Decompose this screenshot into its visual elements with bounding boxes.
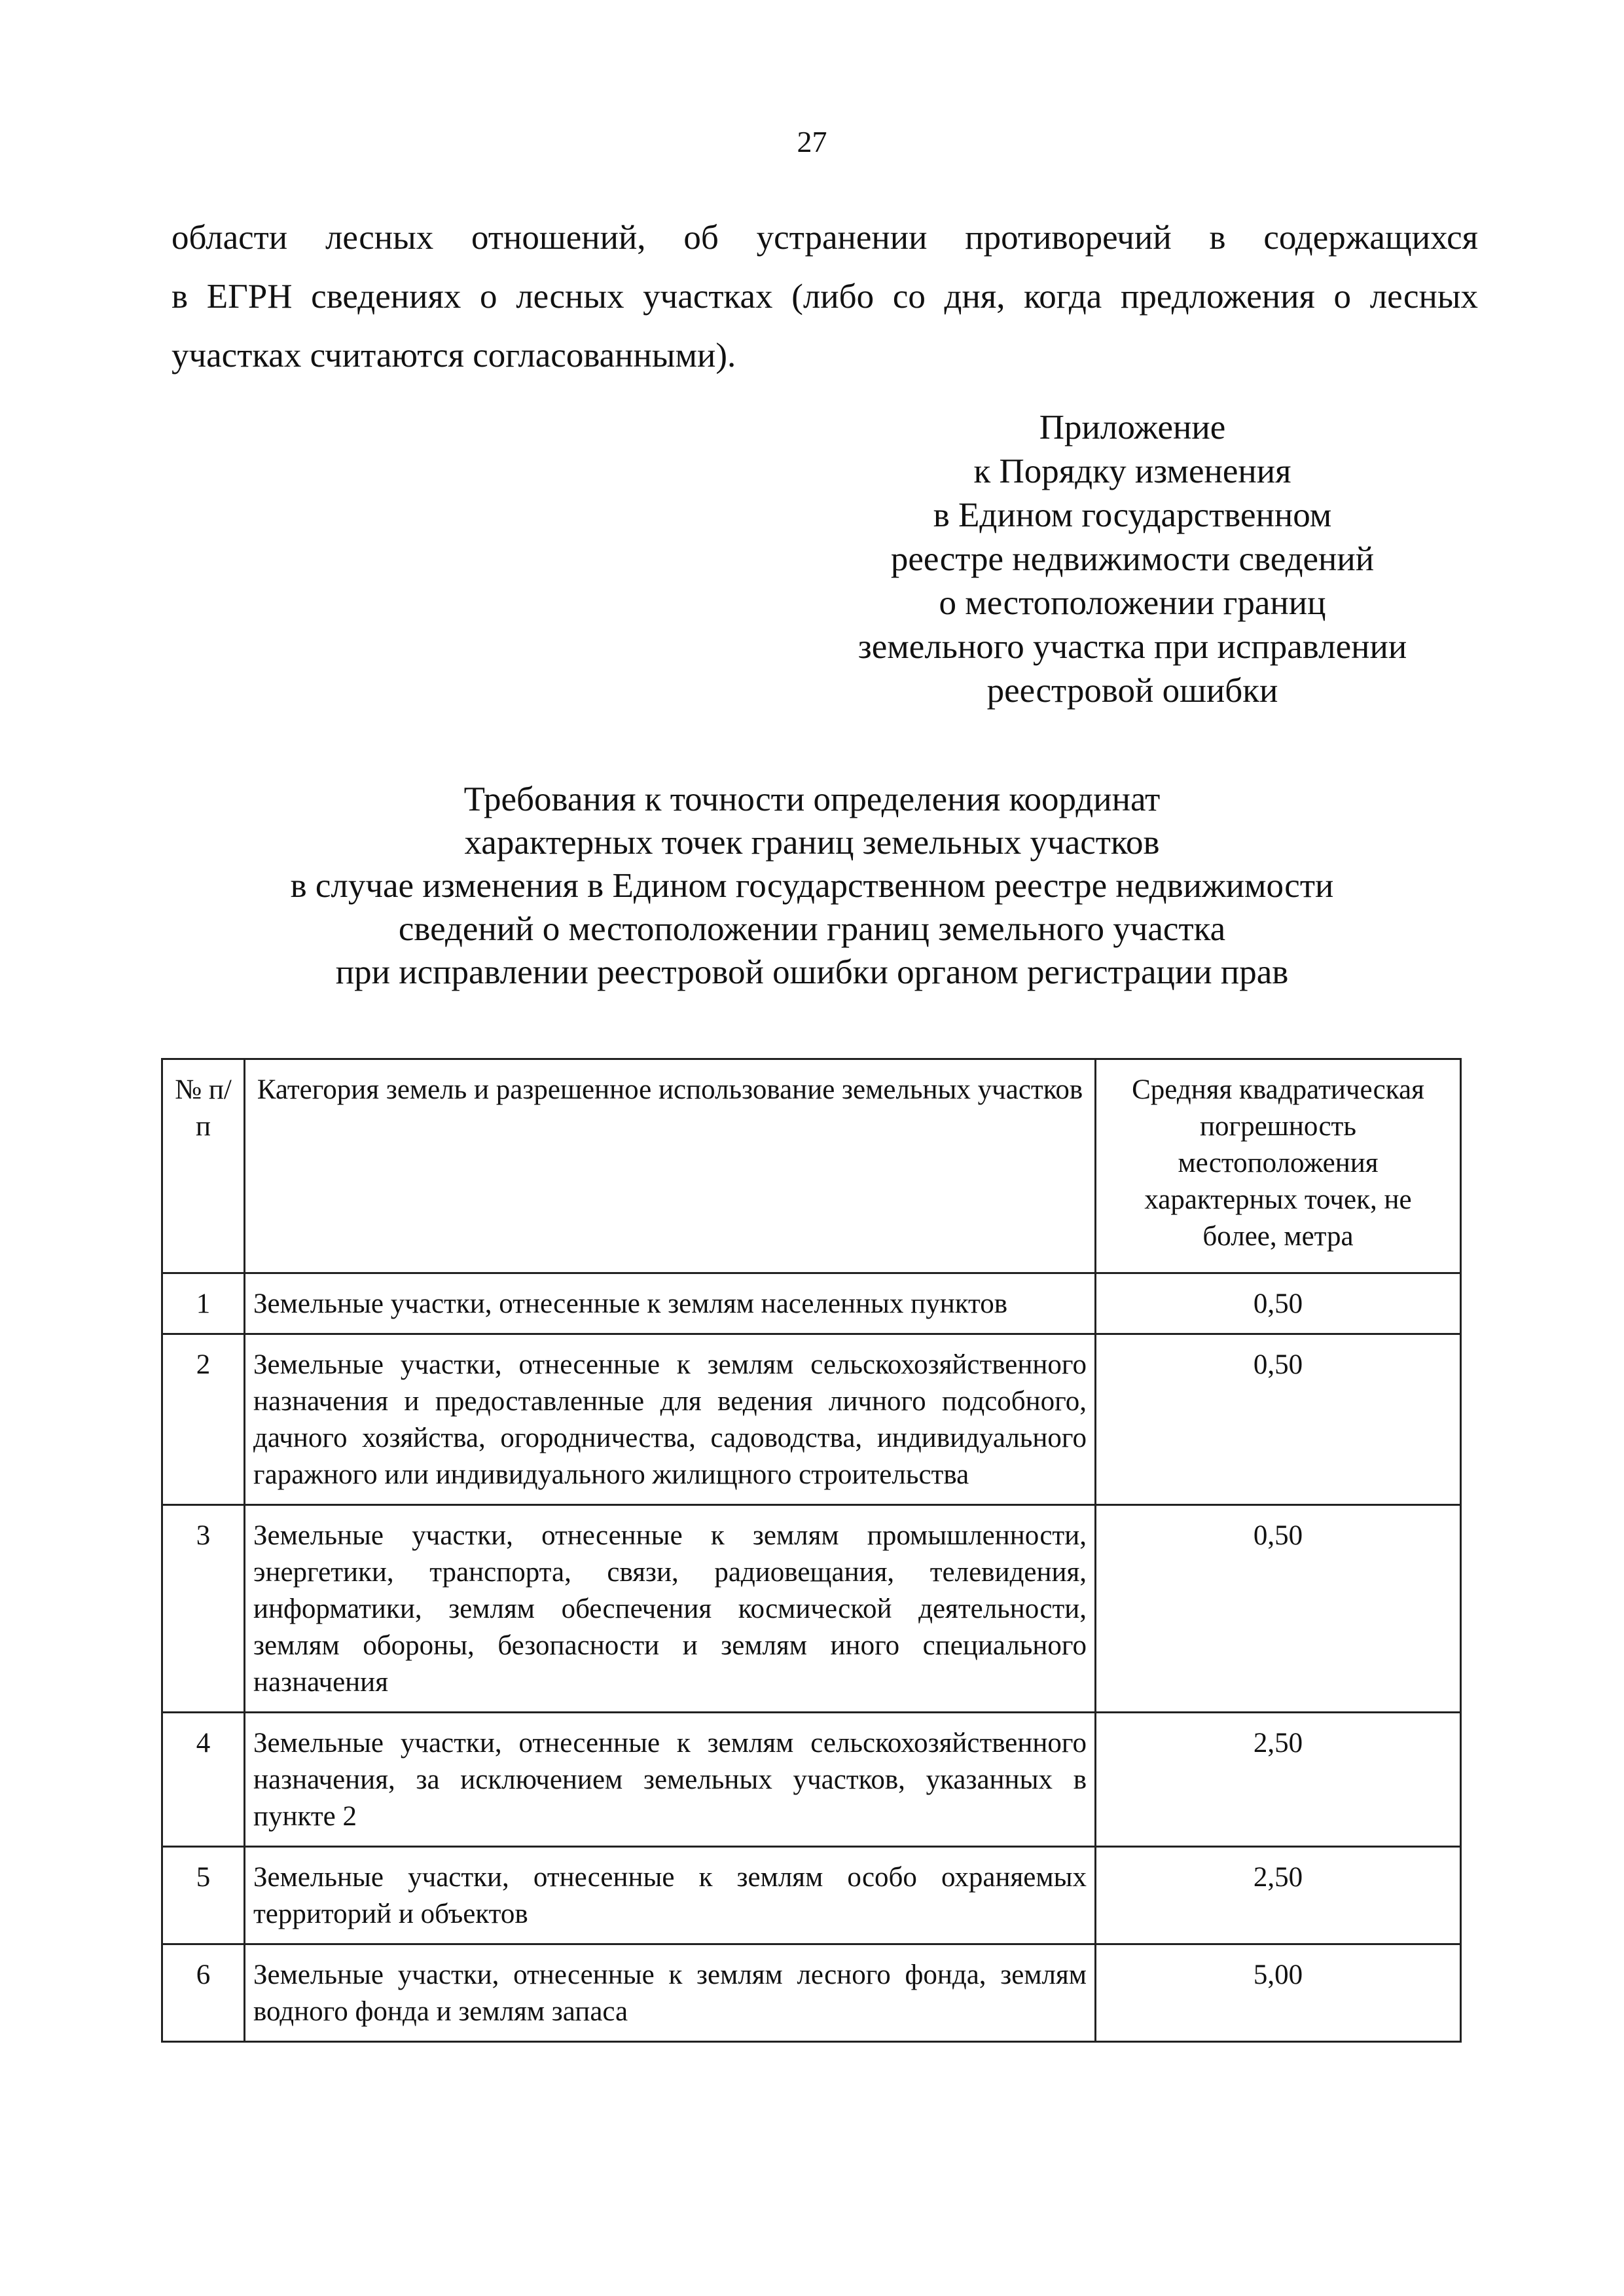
row-error-value: 0,50 [1096,1505,1461,1713]
row-number: 4 [162,1713,245,1847]
row-category: Земельные участки, отнесенные к землям лесного фонда, землям водного фонда и землям запаса [245,1944,1096,2042]
appendix-line: о местоположении границ [939,584,1326,622]
title-line: при исправлении реестровой ошибки органом регистрации прав [335,953,1289,991]
table-header-row [162,1059,1461,1273]
header-number: № п/п [162,1059,245,1273]
title-line: Требования к точности определения координат [463,780,1161,818]
row-number: 1 [162,1273,245,1334]
appendix-line: реестре недвижимости сведений [890,540,1375,578]
row-number: 6 [162,1944,245,2042]
document-title [0,778,1624,994]
intro-line: области лесных отношений, об устранении противоречий в содержащихся [171,219,1478,257]
row-number: 2 [162,1334,245,1505]
row-category: Земельные участки, отнесенные к землям сельскохозяйственного назначения, за исключением земельных участков, указанных в пункте 2 [245,1713,1096,1847]
appendix-line: Приложение [1039,409,1226,446]
appendix-line: земельного участка при исправлении [857,628,1407,666]
row-category: Земельные участки, отнесенные к землям населенных пунктов [245,1273,1096,1334]
table-row [162,1334,1461,1505]
header-category: Категория земель и разрешенное использование земельных участков [245,1059,1096,1273]
appendix-header [785,406,1479,713]
title-line: характерных точек границ земельных участков [464,824,1160,862]
row-category: Земельные участки, отнесенные к землям сельскохозяйственного назначения и предоставленные для ведения личного подсобного, дачного хозяйства, огородничества, садоводства, индивидуального гаражного или индивидуального жилищного строительства [245,1334,1096,1505]
appendix-line: к Порядку изменения [973,452,1291,490]
row-category: Земельные участки, отнесенные к землям промышленности, энергетики, транспорта, связи, радиовещания, телевидения, информатики, землям обеспечения космической деятельности, землям обороны, безопасности и землям иного специального назначения [245,1505,1096,1713]
intro-line: в ЕГРН сведениях о лесных участках (либо со дня, когда предложения о лесных [171,278,1478,316]
title-line: в случае изменения в Едином государственном реестре недвижимости [290,867,1334,905]
table-row [162,1944,1461,2042]
table-row [162,1505,1461,1713]
intro-paragraph [171,208,1478,385]
table-row [162,1847,1461,1944]
table-row [162,1713,1461,1847]
row-error-value: 2,50 [1096,1847,1461,1944]
row-error-value: 0,50 [1096,1334,1461,1505]
appendix-line: в Едином государственном [933,496,1332,534]
row-error-value: 5,00 [1096,1944,1461,2042]
row-number: 5 [162,1847,245,1944]
table-row [162,1273,1461,1334]
title-line: сведений о местоположении границ земельного участка [398,910,1226,948]
row-error-value: 0,50 [1096,1273,1461,1334]
header-error: Средняя квадратическая погрешность местоположения характерных точек, не более, метра [1096,1059,1461,1273]
accuracy-requirements-table [161,1058,1462,2043]
appendix-line: реестровой ошибки [986,672,1278,710]
intro-line: участках считаются согласованными). [171,337,736,374]
row-number: 3 [162,1505,245,1713]
row-category: Земельные участки, отнесенные к землям особо охраняемых территорий и объектов [245,1847,1096,1944]
page-number: 27 [797,125,827,158]
row-error-value: 2,50 [1096,1713,1461,1847]
